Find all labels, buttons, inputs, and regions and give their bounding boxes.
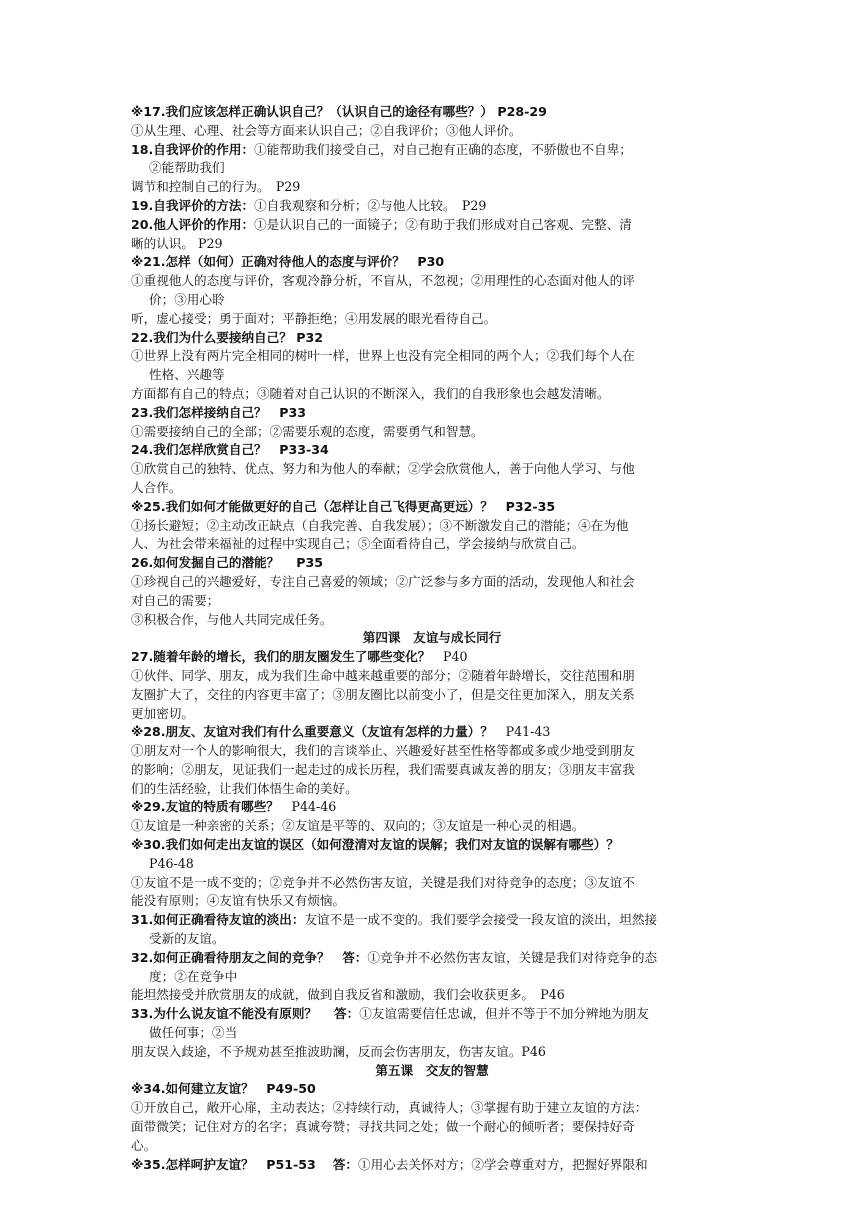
question-text: 24.我们怎样欣赏自己？ P33-34 (131, 442, 329, 458)
answer-text: 面带微笑；记住对方的名字；真诚夸赞；寻找共同之处；做一个耐心的倾听者；要保持好奇 (131, 1119, 635, 1135)
answer-text: 晰的认识。 P29 (131, 235, 223, 251)
question-line (131, 197, 733, 216)
answer-line (131, 573, 733, 592)
answer-line (131, 1024, 733, 1043)
question-line (131, 141, 733, 160)
answer-line (131, 1118, 733, 1137)
answer-text: P44-46 (291, 799, 337, 815)
question-line (131, 103, 733, 122)
answer-text: ①世界上没有两片完全相同的树叶一样，世界上也没有完全相同的两个人；②我们每个人在 (131, 348, 635, 364)
answer-line (131, 761, 733, 780)
answer-line (131, 310, 733, 329)
answer-line (131, 1137, 733, 1156)
question-line (131, 1080, 733, 1099)
question-text: 20.他人评价的作用： (131, 216, 255, 232)
answer-text: ①重视他人的态度与评价，客观冷静分析，不盲从，不忽视；②用理性的心态面对他人的评 (131, 273, 635, 289)
answer-text: 人、为社会带来福祉的过程中实现自己；⑤全面看待自己，学会接纳与欣赏自己。 (131, 536, 585, 552)
answer-text: ①需要接纳自己的全部；②需要乐观的态度，需要勇气和智慧。 (131, 423, 484, 439)
answer-line (131, 780, 733, 799)
question-line (131, 911, 733, 930)
question-line (131, 648, 733, 667)
question-text: ※21.怎样（如何）正确对待他人的态度与评价？ P30 (131, 254, 445, 270)
question-line (131, 836, 733, 855)
answer-line (131, 986, 733, 1005)
answer-text: ①能帮助我们接受自己，对自己抱有正确的态度，不骄傲也不自卑； (254, 141, 632, 157)
question-line (131, 723, 733, 742)
answer-text: 调节和控制自己的行为。 P29 (131, 179, 301, 195)
question-text: ※25.我们如何才能做更好的自己（怎样让自己飞得更高更远）？ P32-35 (131, 498, 556, 514)
answer-text: 们的生活经验，让我们体悟生命的美好。 (131, 780, 358, 796)
answer-text: ①竞争并不必然伤害友谊，关键是我们对待竞争的态 (367, 949, 658, 965)
answer-text: ①用心去关怀对方；②学会尊重对方，把握好界限和 (357, 1156, 648, 1172)
question-line (131, 1005, 733, 1024)
question-line (131, 404, 733, 423)
question-text: 18.自我评价的作用： (131, 141, 255, 157)
answer-text: 价；③用心聆 (149, 291, 225, 307)
question-text: ※30.我们如何走出友谊的误区（如何澄清对友谊的误解；我们对友谊的误解有哪些）？ (131, 837, 619, 853)
answer-text: ①朋友对一个人的影响很大，我们的言谈举止、兴趣爱好甚至性格等都或多或少地受到朋友 (131, 743, 635, 759)
answer-line (131, 855, 733, 874)
answer-line (131, 479, 733, 498)
answer-text: 更加密切。 (131, 705, 194, 721)
question-text: 26.如何发掘自己的潜能？ P35 (131, 555, 323, 571)
question-line (131, 253, 733, 272)
question-text: 32.如何正确看待朋友之间的竞争？ 答： (131, 949, 368, 965)
question-text: ※34.如何建立友谊？ P49-50 (131, 1081, 316, 1097)
answer-line (131, 159, 733, 178)
answer-line (131, 611, 733, 630)
answer-line (131, 592, 733, 611)
question-text: ※35.怎样呵护友谊？ P51-53 答： (131, 1156, 358, 1172)
answer-text: 的影响；②朋友，见证我们一起走过的成长历程，我们需要真诚友善的朋友；③朋友丰富我 (131, 761, 635, 777)
answer-text: 友圈扩大了，交往的内容更丰富了；③朋友圈比以前变小了，但是交往更加深入，朋友关系 (131, 686, 635, 702)
question-text: 33.为什么说友谊不能没有原则？ 答： (131, 1006, 360, 1022)
question-line (131, 554, 733, 573)
question-line (131, 949, 733, 968)
answer-line (131, 178, 733, 197)
answer-line (131, 1043, 733, 1062)
answer-line (131, 686, 733, 705)
answer-line (131, 817, 733, 836)
answer-text: ①从生理、心理、社会等方面来认识自己；②自我评价；③他人评价。 (131, 122, 522, 138)
answer-text: 受新的友谊。 (149, 931, 225, 947)
answer-text: 友谊不是一成不变的。我们要学会接受一段友谊的淡出，坦然接 (304, 912, 658, 928)
answer-line (131, 366, 733, 385)
question-text: 19.自我评价的方法： (131, 197, 255, 213)
answer-text: 性格、兴趣等 (149, 367, 225, 383)
answer-line (131, 385, 733, 404)
answer-text: 做任何事；②当 (149, 1025, 238, 1041)
section-heading: 第四课 友谊与成长同行 (362, 630, 502, 646)
answer-line (131, 968, 733, 987)
answer-line (131, 1099, 733, 1118)
question-line (131, 1156, 733, 1175)
answer-text: 方面都有自己的特点；③随着对自己认识的不断深入，我们的自我形象也会越发清晰。 (131, 385, 610, 401)
answer-line (131, 930, 733, 949)
answer-text: ①自我观察和分析；②与他人比较。 P29 (254, 197, 487, 213)
answer-text: ①友谊是一种亲密的关系；②友谊是平等的、双向的；③友谊是一种心灵的相遇。 (131, 818, 585, 834)
answer-text: 能没有原则；④友谊有快乐又有烦恼。 (131, 893, 346, 909)
question-line (131, 798, 733, 817)
answer-text: 听，虚心接受；勇于面对；平静拒绝；④用发展的眼光看待自己。 (131, 310, 497, 326)
answer-text: ①欣赏自己的独特、优点、努力和为他人的奉献；②学会欣赏他人，善于向他人学习、与他 (131, 461, 635, 477)
answer-text: ①是认识自己的一面镜子；②有助于我们形成对自己客观、完整、清 (254, 216, 632, 232)
answer-text: 对自己的需要； (131, 592, 220, 608)
answer-text: ①珍视自己的兴趣爱好，专注自己喜爱的领域；②广泛参与多方面的活动，发现他人和社会 (131, 573, 635, 589)
answer-text: ①友谊不是一成不变的；②竞争并不必然伤害友谊，关键是我们对待竞争的态度；③友谊不 (131, 874, 635, 890)
answer-line (131, 272, 733, 291)
answer-line (131, 517, 733, 536)
question-text: 23.我们怎样接纳自己？ P33 (131, 404, 307, 420)
answer-line (131, 742, 733, 761)
question-text: 27.随着年龄的增长，我们的朋友圈发生了哪些变化？ (131, 649, 431, 665)
question-text: ※17.我们应该怎样正确认识自己？（认识自己的途径有哪些？） P28-29 (131, 104, 547, 119)
answer-line (131, 667, 733, 686)
answer-line (131, 423, 733, 442)
question-text: ※28.朋友、友谊对我们有什么重要意义（友谊有怎样的力量）？ (131, 724, 493, 740)
answer-text: 朋友误入歧途，不予规劝甚至推波助澜，反而会伤害朋友，伤害友谊。P46 (131, 1043, 546, 1059)
answer-text: 能坦然接受并欣赏朋友的成就，做到自我反省和激励，我们会收获更多。 P46 (131, 987, 565, 1003)
answer-text: P41-43 (493, 724, 551, 740)
answer-text: P46-48 (149, 855, 194, 871)
answer-line (131, 460, 733, 479)
answer-text: ①伙伴、同学、朋友，成为我们生命中越来越重要的部分；②随着年龄增长，交往范围和朋 (131, 667, 635, 683)
answer-text: ③积极合作，与他人共同完成任务。 (131, 611, 333, 627)
question-line (131, 441, 733, 460)
answer-line (131, 291, 733, 310)
question-text: 22.我们为什么要接纳自己？ P32 (131, 329, 323, 345)
question-text: ※29.友谊的特质有哪些？ (131, 799, 292, 815)
answer-line (131, 892, 733, 911)
answer-text: ①扬长避短；②主动改正缺点（自我完善、自我发展）；③不断激发自己的潜能；④在为他 (131, 517, 629, 533)
document-body (131, 103, 733, 1174)
question-text: 31.如何正确看待友谊的淡出： (131, 912, 305, 928)
answer-line (131, 235, 733, 254)
answer-line (131, 122, 733, 141)
question-line (131, 216, 733, 235)
answer-line (131, 535, 733, 554)
answer-line (131, 347, 733, 366)
answer-text: P40 (430, 649, 468, 665)
answer-text: 度；②在竞争中 (149, 968, 238, 984)
answer-text: 人合作。 (131, 479, 182, 495)
question-line (131, 329, 733, 348)
answer-line (131, 705, 733, 724)
question-line (131, 498, 733, 517)
answer-text: ①开放自己，敞开心扉，主动表达；②持续行动，真诚待人；③掌握有助于建立友谊的方法： (131, 1100, 648, 1116)
answer-text: ②能帮助我们 (149, 160, 225, 176)
answer-line (131, 874, 733, 893)
section-heading: 第五课 交友的智慧 (375, 1062, 489, 1078)
answer-text: ①友谊需要信任忠诚，但并不等于不加分辨地为朋友 (359, 1006, 649, 1022)
answer-text: 心。 (131, 1137, 157, 1153)
